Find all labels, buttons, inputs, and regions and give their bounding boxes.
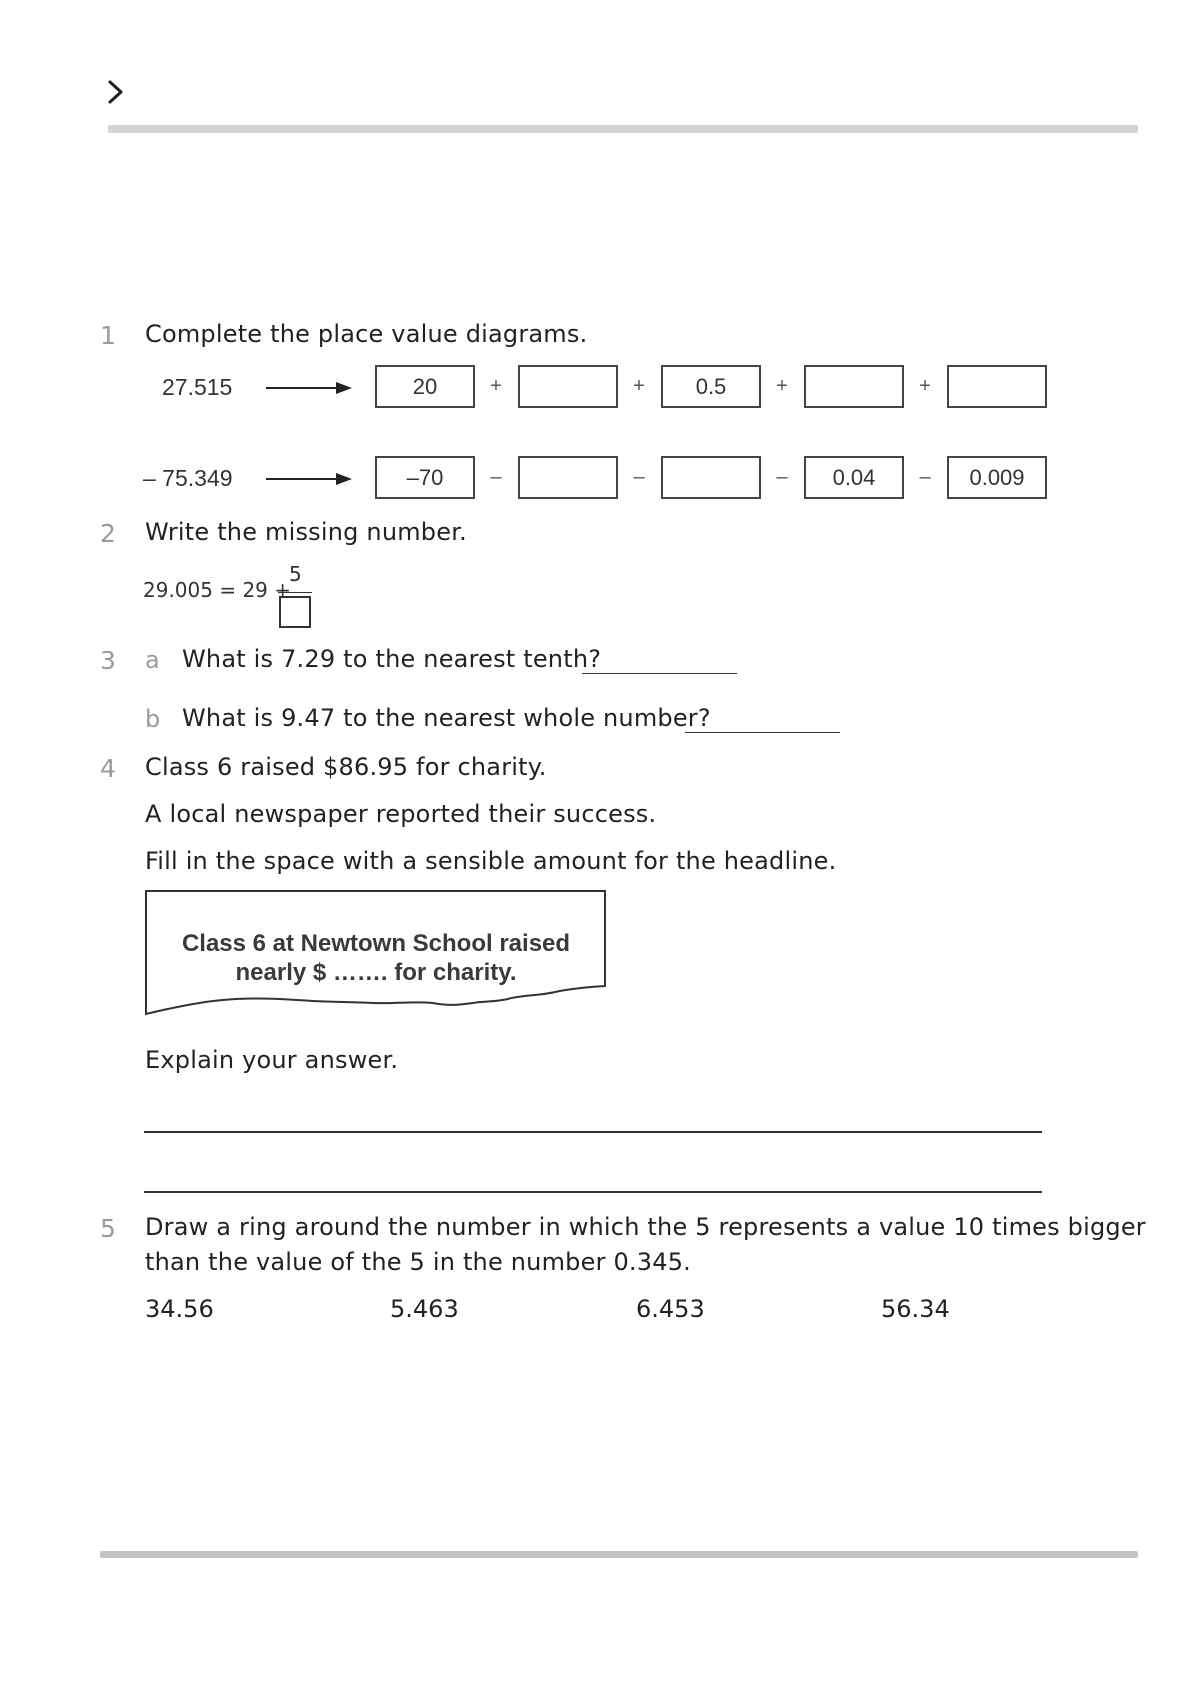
- q5-choice-4[interactable]: 56.34: [881, 1295, 950, 1323]
- q1-row1-box-2[interactable]: [518, 365, 618, 408]
- q5-choice-2[interactable]: 5.463: [390, 1295, 459, 1323]
- q1-row2-op-1: –: [490, 466, 502, 488]
- footer-rule: [100, 1551, 1138, 1558]
- q3b-answer-line[interactable]: [685, 732, 840, 733]
- q4-explain-line-1[interactable]: [144, 1131, 1042, 1133]
- q2-numerator: 5: [289, 562, 302, 586]
- q1-row1-op-3: +: [776, 375, 788, 397]
- q2-denominator-box[interactable]: [279, 596, 311, 628]
- q1-row1-box-5[interactable]: [947, 365, 1047, 408]
- q3b-text: What is 9.47 to the nearest whole number?: [182, 704, 711, 732]
- q1-row2-op-3: –: [776, 466, 788, 488]
- headline-line-2: nearly $ ……. for charity.: [235, 959, 517, 986]
- q4-explain: Explain your answer.: [145, 1046, 399, 1074]
- q4-line-2: A local newspaper reported their success.: [145, 800, 657, 828]
- q1-row2-source: – 75.349: [143, 465, 233, 491]
- q5-choice-3[interactable]: 6.453: [636, 1295, 705, 1323]
- question-1-text: Complete the place value diagrams.: [145, 320, 588, 348]
- q5-choice-1[interactable]: 34.56: [145, 1295, 214, 1323]
- q1-row2-op-2: –: [633, 466, 645, 488]
- q1-row2-box-1: –70: [375, 456, 475, 499]
- q4-line-3: Fill in the space with a sensible amount for the headline.: [145, 847, 837, 875]
- q3a-text: What is 7.29 to the nearest tenth?: [182, 645, 602, 673]
- header-rule: [108, 125, 1138, 133]
- q1-row2-op-4: –: [919, 466, 931, 488]
- q1-row1-box-4[interactable]: [804, 365, 904, 408]
- q1-row2-box-2[interactable]: [518, 456, 618, 499]
- question-3-number: 3: [100, 646, 116, 675]
- headline-line-1: Class 6 at Newtown School raised: [181, 930, 571, 957]
- q1-row1-box-3: 0.5: [661, 365, 761, 408]
- q4-explain-line-2[interactable]: [144, 1191, 1042, 1193]
- question-5-number: 5: [100, 1214, 116, 1243]
- q5-line-1: Draw a ring around the number in which the 5 represents a value 10 times bigger: [145, 1213, 1146, 1241]
- q1-row1-op-2: +: [633, 375, 645, 397]
- q1-row2-box-3[interactable]: [661, 456, 761, 499]
- q2-fraction-bar: [278, 592, 312, 593]
- chevron-right-icon: [102, 78, 130, 106]
- q1-row2-arrow-icon: [266, 469, 354, 489]
- question-1-number: 1: [100, 321, 116, 350]
- q1-row1-source: 27.515: [162, 374, 233, 400]
- q1-row1-arrow-icon: [266, 378, 354, 398]
- q3b-label: b: [145, 705, 161, 733]
- q1-row1-box-1: 20: [375, 365, 475, 408]
- q4-line-1: Class 6 raised $86.95 for charity.: [145, 753, 547, 781]
- q2-equation: 29.005 = 29 +: [143, 578, 298, 602]
- question-4-number: 4: [100, 754, 116, 783]
- q3a-label: a: [145, 646, 160, 674]
- q3a-answer-line[interactable]: [582, 673, 737, 674]
- q1-row1-op-1: +: [490, 375, 502, 397]
- q1-row2-box-4: 0.04: [804, 456, 904, 499]
- q1-row2-box-5: 0.009: [947, 456, 1047, 499]
- question-2-number: 2: [100, 519, 116, 548]
- q5-line-2: than the value of the 5 in the number 0.345.: [145, 1248, 691, 1276]
- q1-row1-op-4: +: [919, 375, 931, 397]
- question-2-text: Write the missing number.: [145, 518, 467, 546]
